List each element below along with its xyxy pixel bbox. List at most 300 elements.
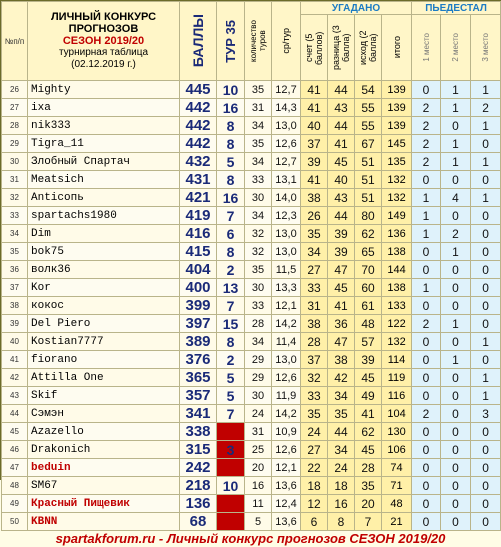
podium-third: 0: [471, 225, 501, 243]
points: 442: [180, 135, 217, 153]
table-row: [2, 315, 501, 333]
guessed-diff: 47: [328, 261, 355, 279]
tours-count: 32: [245, 225, 272, 243]
podium-third: 0: [471, 297, 501, 315]
standings-body: [2, 81, 501, 531]
podium-first: 0: [412, 441, 441, 459]
guessed-outcome: 70: [355, 261, 382, 279]
guessed-outcome: 7: [355, 513, 382, 531]
podium-second: 0: [441, 441, 471, 459]
tour-points: 16: [217, 189, 245, 207]
points: 421: [180, 189, 217, 207]
player-name: KBNN: [28, 513, 180, 531]
table-row: [2, 405, 501, 423]
podium-second: 0: [441, 279, 471, 297]
podium-third: 0: [471, 135, 501, 153]
avg-per-tour: 10,9: [272, 423, 301, 441]
tours-count: 34: [245, 207, 272, 225]
podium-second: 0: [441, 297, 471, 315]
avg-per-tour: 14,2: [272, 405, 301, 423]
podium-second: 0: [441, 495, 471, 513]
guessed-outcome: 67: [355, 135, 382, 153]
guessed-score: 41: [301, 171, 328, 189]
table-row: [2, 351, 501, 369]
avg-per-tour: 12,3: [272, 207, 301, 225]
guessed-total: 48: [382, 495, 412, 513]
guessed-score: 41: [301, 99, 328, 117]
season-label: СЕЗОН 2019/20: [62, 35, 145, 47]
podium-third: 2: [471, 99, 501, 117]
guessed-total: 116: [382, 387, 412, 405]
col-count-header: количество туров: [245, 2, 272, 81]
tours-count: 33: [245, 171, 272, 189]
guessed-diff: 34: [328, 441, 355, 459]
guessed-score: 33: [301, 279, 328, 297]
tours-count: 31: [245, 423, 272, 441]
tours-count: 35: [245, 135, 272, 153]
table-row: [2, 135, 501, 153]
podium-first: 1: [412, 279, 441, 297]
podium-first: 0: [412, 387, 441, 405]
col-avg-header: ср/тур: [272, 2, 301, 81]
row-number: 45: [2, 423, 28, 441]
points: 341: [180, 405, 217, 423]
podium-third: 1: [471, 189, 501, 207]
guessed-total: 74: [382, 459, 412, 477]
podium-first: 0: [412, 459, 441, 477]
row-number: 31: [2, 171, 28, 189]
guessed-outcome: 49: [355, 387, 382, 405]
guessed-total: 21: [382, 513, 412, 531]
table-row: [2, 387, 501, 405]
col-second-header: 2 место: [441, 15, 471, 81]
tour-points: 3: [217, 441, 245, 459]
guessed-score: 38: [301, 315, 328, 333]
podium-second: 0: [441, 117, 471, 135]
guessed-total: 133: [382, 297, 412, 315]
guessed-score: 22: [301, 459, 328, 477]
guessed-diff: 43: [328, 189, 355, 207]
row-number: 30: [2, 153, 28, 171]
tours-count: 34: [245, 117, 272, 135]
row-number: 35: [2, 243, 28, 261]
podium-second: 0: [441, 405, 471, 423]
player-name: nik333: [28, 117, 180, 135]
row-number: 27: [2, 99, 28, 117]
guessed-diff: 8: [328, 513, 355, 531]
table-row: [2, 333, 501, 351]
table-row: [2, 261, 501, 279]
tour-points: 7: [217, 405, 245, 423]
guessed-outcome: 45: [355, 369, 382, 387]
table-row: [2, 477, 501, 495]
avg-per-tour: 12,1: [272, 297, 301, 315]
row-number: 29: [2, 135, 28, 153]
player-name: Meatsich: [28, 171, 180, 189]
row-number: 37: [2, 279, 28, 297]
table-row: [2, 369, 501, 387]
guessed-total: 139: [382, 117, 412, 135]
podium-third: 3: [471, 405, 501, 423]
guessed-diff: 36: [328, 315, 355, 333]
tours-count: 30: [245, 189, 272, 207]
points: 400: [180, 279, 217, 297]
podium-second: 0: [441, 207, 471, 225]
player-name: fiorano: [28, 351, 180, 369]
table-row: [2, 81, 501, 99]
guessed-score: 24: [301, 423, 328, 441]
points: 242: [180, 459, 217, 477]
guessed-score: 27: [301, 441, 328, 459]
guessed-outcome: 55: [355, 99, 382, 117]
standings-table: [1, 1, 501, 531]
tour-points: 8: [217, 243, 245, 261]
col-total-header: итого: [382, 15, 412, 81]
guessed-score: 39: [301, 153, 328, 171]
points: 415: [180, 243, 217, 261]
tour-points: [217, 513, 245, 531]
tour-points: 15: [217, 315, 245, 333]
player-name: ixa: [28, 99, 180, 117]
podium-first: 0: [412, 297, 441, 315]
guessed-diff: 44: [328, 207, 355, 225]
avg-per-tour: 12,6: [272, 369, 301, 387]
points: 442: [180, 99, 217, 117]
podium-second: 0: [441, 513, 471, 531]
tours-count: 16: [245, 477, 272, 495]
avg-per-tour: 14,2: [272, 315, 301, 333]
table-row: [2, 423, 501, 441]
podium-third: 0: [471, 441, 501, 459]
podium-third: 0: [471, 459, 501, 477]
podium-third: 0: [471, 423, 501, 441]
points: 68: [180, 513, 217, 531]
guessed-diff: 40: [328, 171, 355, 189]
podium-first: 0: [412, 333, 441, 351]
podium-first: 1: [412, 207, 441, 225]
guessed-total: 71: [382, 477, 412, 495]
points: 376: [180, 351, 217, 369]
avg-per-tour: 13,3: [272, 279, 301, 297]
podium-second: 0: [441, 369, 471, 387]
avg-per-tour: 13,0: [272, 351, 301, 369]
row-number: 34: [2, 225, 28, 243]
points: 416: [180, 225, 217, 243]
points: 357: [180, 387, 217, 405]
tour-points: 10: [217, 477, 245, 495]
podium-second: 1: [441, 351, 471, 369]
points: 365: [180, 369, 217, 387]
tour-points: 6: [217, 225, 245, 243]
row-number: 42: [2, 369, 28, 387]
tours-count: 24: [245, 405, 272, 423]
guessed-score: 32: [301, 369, 328, 387]
guessed-outcome: 61: [355, 297, 382, 315]
player-name: Anticoпь: [28, 189, 180, 207]
table-row: [2, 117, 501, 135]
guessed-outcome: 51: [355, 189, 382, 207]
player-name: Красный Пищевик: [28, 495, 180, 513]
podium-first: 0: [412, 243, 441, 261]
tour-points: 7: [217, 207, 245, 225]
points: 431: [180, 171, 217, 189]
row-number: 26: [2, 81, 28, 99]
avg-per-tour: 12,7: [272, 153, 301, 171]
podium-second: 2: [441, 225, 471, 243]
tours-count: 28: [245, 315, 272, 333]
guessed-diff: 34: [328, 387, 355, 405]
podium-second: 0: [441, 477, 471, 495]
guessed-diff: 42: [328, 369, 355, 387]
podium-first: 0: [412, 81, 441, 99]
podium-second: 0: [441, 261, 471, 279]
podium-first: 0: [412, 423, 441, 441]
tour-points: 2: [217, 261, 245, 279]
guessed-score: 41: [301, 81, 328, 99]
player-name: SM67: [28, 477, 180, 495]
guessed-diff: 47: [328, 333, 355, 351]
guessed-diff: 41: [328, 135, 355, 153]
tour-points: 8: [217, 333, 245, 351]
podium-first: 2: [412, 153, 441, 171]
tours-count: 25: [245, 441, 272, 459]
avg-per-tour: 13,6: [272, 477, 301, 495]
guessed-outcome: 28: [355, 459, 382, 477]
podium-group-header: ПЬЕДЕСТАЛ: [412, 2, 501, 15]
podium-first: 0: [412, 495, 441, 513]
avg-per-tour: 13,0: [272, 117, 301, 135]
podium-first: 0: [412, 171, 441, 189]
avg-per-tour: 14,0: [272, 189, 301, 207]
table-row: [2, 153, 501, 171]
title-cell: [28, 2, 180, 81]
guessed-total: 136: [382, 225, 412, 243]
footer-caption: spartakforum.ru - Личный конкурс прогнозов СЕЗОН 2019/20: [55, 531, 446, 546]
podium-third: 0: [471, 315, 501, 333]
podium-third: 1: [471, 333, 501, 351]
player-name: Dim: [28, 225, 180, 243]
guessed-total: 106: [382, 441, 412, 459]
podium-second: 0: [441, 459, 471, 477]
guessed-total: 132: [382, 189, 412, 207]
row-number: 41: [2, 351, 28, 369]
tour-points: [217, 495, 245, 513]
tours-count: 29: [245, 351, 272, 369]
player-name: Tigra_11: [28, 135, 180, 153]
guessed-diff: 38: [328, 351, 355, 369]
table-row: [2, 189, 501, 207]
row-number: 36: [2, 261, 28, 279]
podium-first: 0: [412, 351, 441, 369]
guessed-score: 18: [301, 477, 328, 495]
guessed-diff: 16: [328, 495, 355, 513]
guessed-total: 138: [382, 279, 412, 297]
guessed-outcome: 48: [355, 315, 382, 333]
row-number: 33: [2, 207, 28, 225]
podium-first: 2: [412, 99, 441, 117]
guessed-score: 38: [301, 189, 328, 207]
guessed-score: 28: [301, 333, 328, 351]
row-number: 28: [2, 117, 28, 135]
guessed-total: 135: [382, 153, 412, 171]
tours-count: 33: [245, 297, 272, 315]
avg-per-tour: 12,1: [272, 459, 301, 477]
guessed-total: 119: [382, 369, 412, 387]
tours-count: 30: [245, 387, 272, 405]
podium-third: 1: [471, 369, 501, 387]
row-number: 38: [2, 297, 28, 315]
podium-second: 4: [441, 189, 471, 207]
player-name: Злобный Спартач: [28, 153, 180, 171]
tours-count: 35: [245, 81, 272, 99]
col-points-header: БАЛЛЫ: [180, 2, 217, 81]
col-num-header: №п/п: [2, 2, 28, 81]
podium-third: 0: [471, 243, 501, 261]
podium-third: 1: [471, 387, 501, 405]
row-number: 49: [2, 495, 28, 513]
player-name: Attilla One: [28, 369, 180, 387]
col-third-header: 3 место: [471, 15, 501, 81]
col-outcome-header: исход (2 балла): [355, 15, 382, 81]
guessed-diff: 41: [328, 297, 355, 315]
guessed-total: 122: [382, 315, 412, 333]
points: 136: [180, 495, 217, 513]
table-row: [2, 459, 501, 477]
tour-points: 8: [217, 171, 245, 189]
tours-count: 35: [245, 261, 272, 279]
guessed-outcome: 65: [355, 243, 382, 261]
tour-points: 2: [217, 351, 245, 369]
points: 218: [180, 477, 217, 495]
guessed-outcome: 51: [355, 153, 382, 171]
row-number: 47: [2, 459, 28, 477]
table-row: [2, 243, 501, 261]
guessed-group-header: УГАДАНО: [301, 2, 412, 15]
tours-count: 11: [245, 495, 272, 513]
avg-per-tour: 12,4: [272, 495, 301, 513]
podium-first: 0: [412, 261, 441, 279]
podium-first: 2: [412, 315, 441, 333]
guessed-diff: 44: [328, 117, 355, 135]
guessed-total: 145: [382, 135, 412, 153]
player-name: Skif: [28, 387, 180, 405]
guessed-score: 31: [301, 297, 328, 315]
guessed-diff: 44: [328, 81, 355, 99]
tour-points: 5: [217, 369, 245, 387]
subtitle: турнирная таблица: [58, 47, 149, 58]
avg-per-tour: 13,6: [272, 513, 301, 531]
guessed-total: 139: [382, 99, 412, 117]
guessed-outcome: 41: [355, 405, 382, 423]
podium-third: 1: [471, 81, 501, 99]
guessed-score: 34: [301, 243, 328, 261]
tour-points: 7: [217, 297, 245, 315]
guessed-total: 130: [382, 423, 412, 441]
podium-second: 1: [441, 81, 471, 99]
row-number: 43: [2, 387, 28, 405]
podium-second: 1: [441, 315, 471, 333]
date-label: (02.12.2019 г.): [71, 59, 136, 70]
guessed-outcome: 80: [355, 207, 382, 225]
table-row: [2, 279, 501, 297]
avg-per-tour: 12,6: [272, 441, 301, 459]
player-name: beduin: [28, 459, 180, 477]
guessed-outcome: 39: [355, 351, 382, 369]
podium-first: 1: [412, 225, 441, 243]
tour-points: 13: [217, 279, 245, 297]
player-name: Kor: [28, 279, 180, 297]
header-row-1: [2, 2, 501, 15]
points: 338: [180, 423, 217, 441]
title-line2: ПРОГНОЗОВ: [68, 23, 139, 35]
tour-points: [217, 459, 245, 477]
table-row: [2, 225, 501, 243]
guessed-score: 35: [301, 405, 328, 423]
avg-per-tour: 12,7: [272, 81, 301, 99]
guessed-diff: 45: [328, 279, 355, 297]
podium-third: 0: [471, 261, 501, 279]
points: 419: [180, 207, 217, 225]
points: 442: [180, 117, 217, 135]
podium-third: 0: [471, 171, 501, 189]
podium-second: 0: [441, 333, 471, 351]
podium-second: 0: [441, 171, 471, 189]
row-number: 48: [2, 477, 28, 495]
guessed-score: 26: [301, 207, 328, 225]
title-line1: ЛИЧНЫЙ КОНКУРС: [50, 11, 157, 23]
guessed-total: 144: [382, 261, 412, 279]
tours-count: 31: [245, 99, 272, 117]
points: 445: [180, 81, 217, 99]
guessed-outcome: 35: [355, 477, 382, 495]
podium-second: 1: [441, 153, 471, 171]
tour-points: 5: [217, 153, 245, 171]
podium-first: 0: [412, 513, 441, 531]
table-row: [2, 297, 501, 315]
tour-points: 8: [217, 135, 245, 153]
guessed-diff: 43: [328, 99, 355, 117]
guessed-outcome: 45: [355, 441, 382, 459]
avg-per-tour: 14,3: [272, 99, 301, 117]
guessed-diff: 24: [328, 459, 355, 477]
guessed-score: 37: [301, 351, 328, 369]
player-name: Mighty: [28, 81, 180, 99]
table-row: [2, 99, 501, 117]
tour-points: [217, 423, 245, 441]
podium-third: 0: [471, 477, 501, 495]
guessed-diff: 18: [328, 477, 355, 495]
col-score-header: счет (5 баллов): [301, 15, 328, 81]
tour-points: 8: [217, 117, 245, 135]
guessed-total: 138: [382, 243, 412, 261]
guessed-score: 40: [301, 117, 328, 135]
podium-first: 2: [412, 117, 441, 135]
guessed-score: 33: [301, 387, 328, 405]
row-number: 39: [2, 315, 28, 333]
points: 315: [180, 441, 217, 459]
podium-second: 1: [441, 135, 471, 153]
guessed-total: 114: [382, 351, 412, 369]
table-row: [2, 207, 501, 225]
player-name: bok75: [28, 243, 180, 261]
podium-first: 1: [412, 189, 441, 207]
guessed-outcome: 51: [355, 171, 382, 189]
col-first-header: 1 место: [412, 15, 441, 81]
podium-first: 2: [412, 405, 441, 423]
player-name: spartachs1980: [28, 207, 180, 225]
points: 404: [180, 261, 217, 279]
podium-third: 1: [471, 117, 501, 135]
